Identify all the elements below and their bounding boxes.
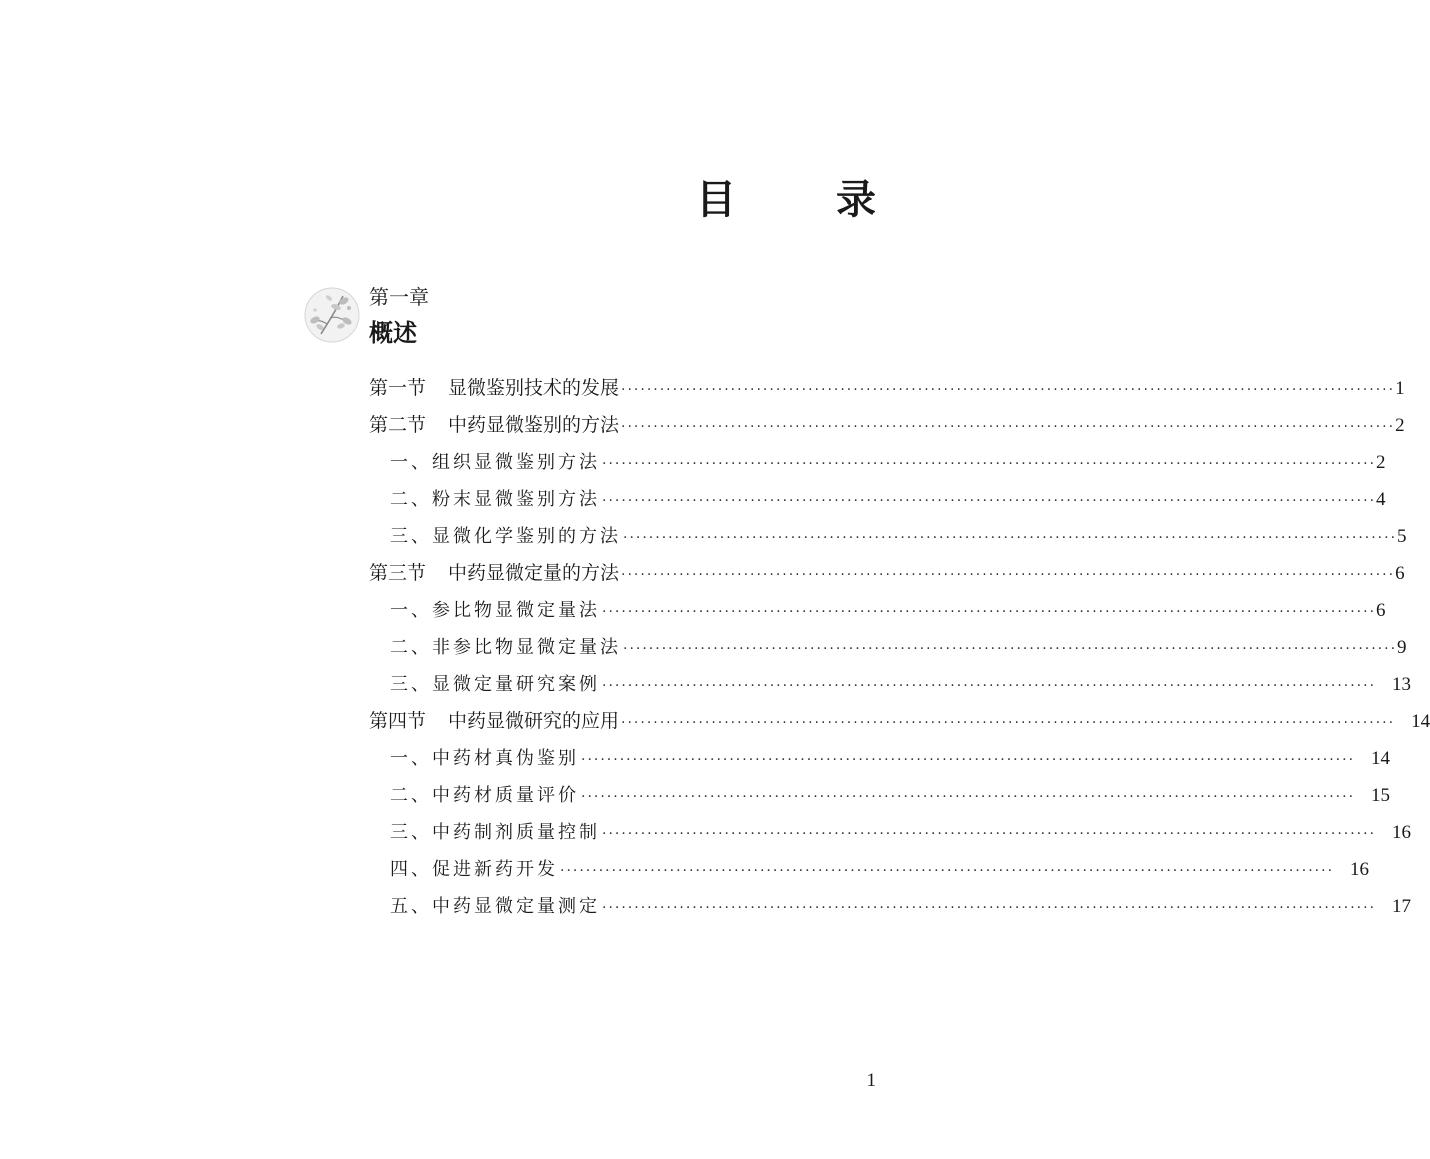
toc-entry-text — [390, 629, 621, 666]
toc-entry-title: 二、中药材质量评价 — [390, 785, 579, 806]
toc-section-number: 第四节 — [369, 710, 427, 732]
toc-entry-title: 显微鉴别技术的发展 — [448, 377, 620, 399]
toc-section-number: 第二节 — [369, 414, 427, 436]
toc-subsection-entry[interactable] — [390, 740, 1391, 777]
dot-leader: ························································································································ — [602, 826, 1377, 842]
toc-page-number: 9 — [1397, 637, 1407, 658]
toc-entry-text — [390, 888, 600, 925]
dot-leader: ························································································································ — [560, 863, 1335, 879]
toc-subsection-entry[interactable] — [390, 592, 1386, 629]
toc-page-number: 15 — [1371, 785, 1391, 806]
plant-sprig-icon — [303, 286, 361, 344]
dot-leader: ························································································································ — [621, 419, 1396, 435]
toc-entry-title: 三、中药制剂质量控制 — [390, 822, 600, 843]
toc-page-number: 5 — [1397, 526, 1407, 547]
toc-entry-text — [390, 851, 558, 888]
toc-entry-title: 一、组织显微鉴别方法 — [390, 452, 600, 473]
toc-entry-title: 一、中药材真伪鉴别 — [390, 748, 579, 769]
toc-section-number: 第一节 — [369, 377, 427, 399]
toc-entry-title: 中药显微定量的方法 — [448, 562, 620, 584]
toc-page-number: 13 — [1392, 674, 1412, 695]
toc-entry-title: 三、显微化学鉴别的方法 — [390, 526, 621, 547]
toc-entry-title: 五、中药显微定量测定 — [390, 896, 600, 917]
toc-subsection-entry[interactable] — [390, 518, 1407, 555]
toc-entry-title: 中药显微鉴别的方法 — [448, 414, 620, 436]
dot-leader: ························································································································ — [621, 567, 1396, 583]
dot-leader: ························································································································ — [602, 456, 1377, 472]
dot-leader: ························································································································ — [621, 715, 1396, 731]
toc-entry-title: 中药显微研究的应用 — [448, 710, 620, 732]
dot-leader: ························································································································ — [623, 641, 1398, 657]
chapter-number: 第一章 — [369, 285, 429, 309]
toc-entry-title: 二、粉末显微鉴别方法 — [390, 489, 600, 510]
page-title: 目 录 — [696, 176, 906, 223]
toc-entry-text — [369, 555, 619, 592]
dot-leader: ························································································································ — [623, 530, 1398, 546]
toc-entry-text — [369, 407, 619, 444]
toc-subsection-entry[interactable] — [390, 851, 1370, 888]
toc-entry-text — [390, 592, 600, 629]
dot-leader: ························································································································ — [581, 752, 1356, 768]
toc-page-number: 6 — [1376, 600, 1386, 621]
toc-section-entry[interactable] — [369, 407, 1405, 444]
toc-entry-title: 三、显微定量研究案例 — [390, 674, 600, 695]
toc-page-number: 6 — [1395, 563, 1405, 584]
toc-subsection-entry[interactable] — [390, 777, 1391, 814]
toc-entry-title: 一、参比物显微定量法 — [390, 600, 600, 621]
toc-section-entry[interactable] — [369, 555, 1405, 592]
toc-page-number: 14 — [1371, 748, 1391, 769]
toc-entry-text — [390, 444, 600, 481]
toc-entry-title: 二、非参比物显微定量法 — [390, 637, 621, 658]
toc-entry-text — [390, 777, 579, 814]
toc-entry-text — [390, 518, 621, 555]
toc-entry-text — [390, 740, 579, 777]
chapter-title: 概述 — [369, 318, 417, 347]
toc-page-number: 2 — [1395, 415, 1405, 436]
dot-leader: ························································································································ — [581, 789, 1356, 805]
toc-entry-title: 四、促进新药开发 — [390, 859, 558, 880]
toc-page-number: 2 — [1376, 452, 1386, 473]
dot-leader: ························································································································ — [602, 493, 1377, 509]
toc-subsection-entry[interactable] — [390, 481, 1386, 518]
toc-entry-text — [369, 703, 619, 740]
table-of-contents — [0, 370, 1430, 930]
toc-page-number: 4 — [1376, 489, 1386, 510]
toc-section-number: 第三节 — [369, 562, 427, 584]
toc-entry-text — [390, 666, 600, 703]
dot-leader: ························································································································ — [602, 678, 1377, 694]
toc-subsection-entry[interactable] — [390, 666, 1412, 703]
page-number: 1 — [866, 1070, 876, 1091]
toc-entry-text — [369, 370, 619, 407]
toc-page-number: 16 — [1392, 822, 1412, 843]
toc-page-number: 14 — [1411, 711, 1430, 732]
dot-leader: ························································································································ — [602, 604, 1377, 620]
toc-page-number: 1 — [1395, 378, 1405, 399]
toc-subsection-entry[interactable] — [390, 444, 1386, 481]
toc-entry-text — [390, 481, 600, 518]
dot-leader: ························································································································ — [602, 900, 1377, 916]
toc-subsection-entry[interactable] — [390, 629, 1407, 666]
dot-leader: ························································································································ — [621, 382, 1396, 398]
toc-page-number: 16 — [1350, 859, 1370, 880]
toc-entry-text — [390, 814, 600, 851]
toc-page-number: 17 — [1392, 896, 1412, 917]
toc-subsection-entry[interactable] — [390, 814, 1412, 851]
toc-subsection-entry[interactable] — [390, 888, 1412, 925]
toc-section-entry[interactable] — [369, 703, 1430, 740]
toc-section-entry[interactable] — [369, 370, 1405, 407]
